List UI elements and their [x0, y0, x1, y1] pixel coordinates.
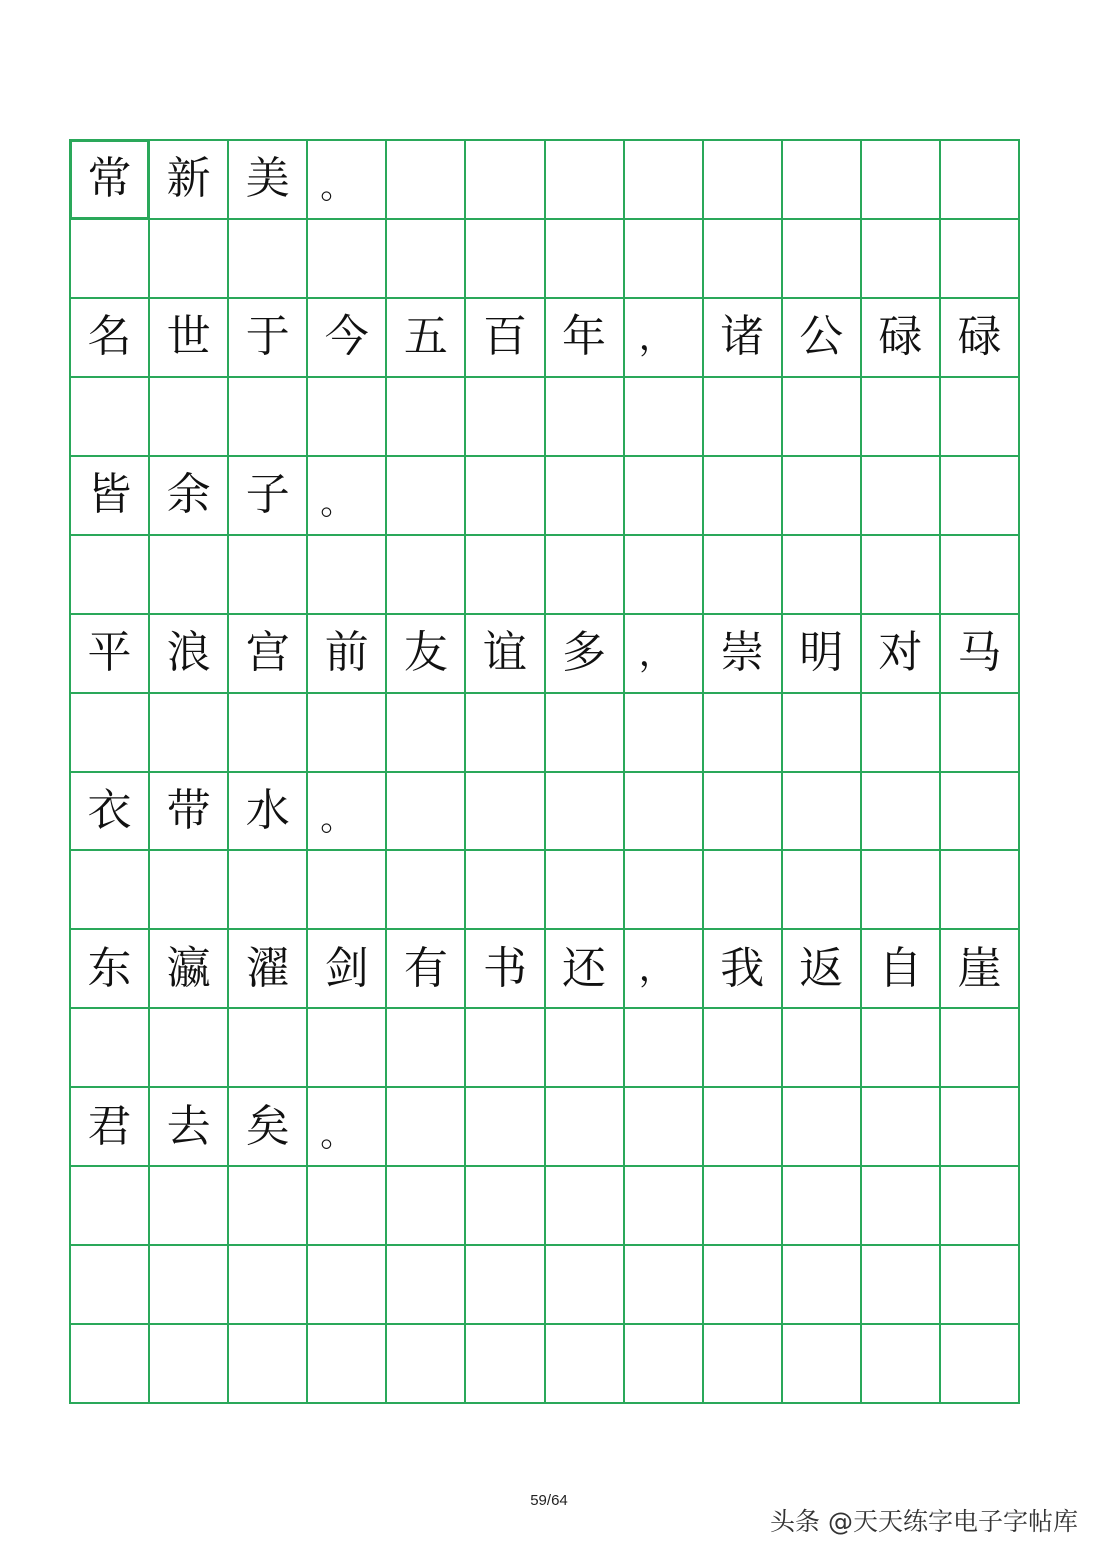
grid-cell-empty: [783, 694, 862, 773]
grid-cell-empty: [704, 1088, 783, 1167]
practice-grid: [69, 139, 1020, 1404]
grid-cell-empty: [941, 220, 1020, 299]
grid-cell-character: 美: [229, 141, 308, 220]
grid-cell-character: 濯: [229, 930, 308, 1009]
grid-cell-empty: [466, 1009, 545, 1088]
grid-cell-empty: [783, 1009, 862, 1088]
grid-cell-empty: [546, 851, 625, 930]
grid-cell-empty: [71, 851, 150, 930]
grid-cell-empty: [466, 851, 545, 930]
grid-cell-empty: [546, 220, 625, 299]
grid-cell-empty: [387, 457, 466, 536]
grid-cell-empty: [150, 1167, 229, 1246]
grid-cell-empty: [546, 1167, 625, 1246]
grid-cell-empty: [387, 378, 466, 457]
grid-cell-empty: [387, 1009, 466, 1088]
grid-cell-empty: [546, 536, 625, 615]
grid-cell-empty: [71, 378, 150, 457]
grid-cell-empty: [941, 1246, 1020, 1325]
grid-cell-empty: [308, 536, 387, 615]
grid-cell-empty: [308, 1246, 387, 1325]
grid-cell-empty: [387, 141, 466, 220]
grid-cell-character: 。: [308, 457, 387, 536]
grid-cell-empty: [941, 1325, 1020, 1404]
grid-cell-empty: [941, 141, 1020, 220]
grid-cell-empty: [387, 773, 466, 852]
grid-cell-empty: [71, 220, 150, 299]
grid-cell-empty: [783, 851, 862, 930]
grid-cell-empty: [941, 536, 1020, 615]
grid-cell-empty: [466, 694, 545, 773]
grid-cell-empty: [862, 141, 941, 220]
grid-cell-empty: [862, 851, 941, 930]
grid-cell-empty: [625, 773, 704, 852]
grid-cell-character: 剑: [308, 930, 387, 1009]
grid-cell-character: 矣: [229, 1088, 308, 1167]
grid-cell-empty: [625, 220, 704, 299]
grid-cell-empty: [150, 694, 229, 773]
grid-cell-empty: [466, 141, 545, 220]
grid-cell-character: 马: [941, 615, 1020, 694]
grid-cell-character: 崖: [941, 930, 1020, 1009]
grid-cell-empty: [783, 220, 862, 299]
grid-cell-character: 前: [308, 615, 387, 694]
grid-cell-character: 自: [862, 930, 941, 1009]
grid-cell-character: 。: [308, 1088, 387, 1167]
grid-cell-empty: [862, 694, 941, 773]
grid-cell-character: 还: [546, 930, 625, 1009]
grid-cell-empty: [387, 1167, 466, 1246]
grid-cell-empty: [466, 536, 545, 615]
grid-cell-empty: [783, 773, 862, 852]
grid-cell-empty: [546, 1009, 625, 1088]
grid-cell-empty: [546, 1246, 625, 1325]
grid-cell-empty: [783, 1167, 862, 1246]
grid-cell-empty: [229, 1167, 308, 1246]
grid-cell-empty: [229, 378, 308, 457]
grid-cell-character: 对: [862, 615, 941, 694]
grid-cell-character: 东: [71, 930, 150, 1009]
grid-cell-empty: [229, 220, 308, 299]
grid-cell-empty: [783, 378, 862, 457]
grid-cell-character: 。: [308, 773, 387, 852]
grid-cell-character: 书: [466, 930, 545, 1009]
grid-cell-empty: [704, 1009, 783, 1088]
grid-cell-empty: [308, 220, 387, 299]
grid-cell-empty: [387, 1088, 466, 1167]
grid-cell-character: 公: [783, 299, 862, 378]
grid-cell-character: 诸: [704, 299, 783, 378]
grid-cell-character: 君: [71, 1088, 150, 1167]
grid-cell-empty: [466, 1167, 545, 1246]
grid-cell-character: 年: [546, 299, 625, 378]
grid-cell-empty: [941, 1167, 1020, 1246]
grid-cell-empty: [704, 1167, 783, 1246]
grid-cell-empty: [941, 378, 1020, 457]
grid-cell-empty: [862, 1167, 941, 1246]
grid-cell-empty: [150, 1246, 229, 1325]
grid-cell-empty: [546, 1088, 625, 1167]
grid-cell-empty: [387, 1246, 466, 1325]
grid-cell-empty: [862, 378, 941, 457]
grid-cell-character: ，: [625, 299, 704, 378]
grid-cell-empty: [71, 1167, 150, 1246]
grid-cell-empty: [862, 457, 941, 536]
grid-cell-character: 名: [71, 299, 150, 378]
grid-cell-empty: [625, 1325, 704, 1404]
grid-cell-character: 崇: [704, 615, 783, 694]
grid-cell-character: 宫: [229, 615, 308, 694]
grid-cell-empty: [862, 1009, 941, 1088]
grid-cell-empty: [704, 694, 783, 773]
grid-cell-empty: [150, 851, 229, 930]
grid-cell-empty: [783, 1246, 862, 1325]
grid-cell-empty: [941, 1009, 1020, 1088]
grid-cell-empty: [229, 536, 308, 615]
grid-cell-empty: [71, 694, 150, 773]
grid-cell-empty: [704, 378, 783, 457]
grid-cell-empty: [546, 694, 625, 773]
grid-cell-empty: [150, 1325, 229, 1404]
grid-cell-character: ，: [625, 930, 704, 1009]
grid-cell-empty: [466, 1246, 545, 1325]
grid-cell-empty: [546, 1325, 625, 1404]
grid-cell-empty: [941, 773, 1020, 852]
grid-cell-empty: [308, 1325, 387, 1404]
grid-cell-empty: [625, 1009, 704, 1088]
grid-cell-character: 平: [71, 615, 150, 694]
grid-cell-empty: [862, 773, 941, 852]
grid-cell-empty: [625, 1088, 704, 1167]
grid-cell-character: 五: [387, 299, 466, 378]
grid-cell-empty: [308, 694, 387, 773]
grid-cell-empty: [71, 536, 150, 615]
grid-cell-empty: [862, 220, 941, 299]
grid-cell-empty: [150, 220, 229, 299]
grid-cell-empty: [941, 851, 1020, 930]
grid-cell-character: 今: [308, 299, 387, 378]
grid-cell-empty: [466, 1325, 545, 1404]
grid-cell-character: 百: [466, 299, 545, 378]
grid-cell-character: ，: [625, 615, 704, 694]
grid-cell-character: 返: [783, 930, 862, 1009]
grid-cell-character: 子: [229, 457, 308, 536]
grid-cell-empty: [150, 536, 229, 615]
grid-cell-character: 浪: [150, 615, 229, 694]
grid-cell-empty: [387, 851, 466, 930]
grid-cell-character: 带: [150, 773, 229, 852]
grid-cell-empty: [387, 536, 466, 615]
grid-cell-character: 明: [783, 615, 862, 694]
grid-cell-empty: [229, 1325, 308, 1404]
grid-cell-empty: [546, 141, 625, 220]
grid-cell-empty: [862, 1325, 941, 1404]
grid-cell-character: 水: [229, 773, 308, 852]
grid-cell-empty: [625, 536, 704, 615]
grid-cell-empty: [229, 851, 308, 930]
grid-cell-character: 去: [150, 1088, 229, 1167]
grid-cell-empty: [625, 694, 704, 773]
grid-cell-empty: [546, 457, 625, 536]
grid-cell-character: 有: [387, 930, 466, 1009]
grid-cell-empty: [625, 1246, 704, 1325]
grid-cell-character: 新: [150, 141, 229, 220]
page-number: 59/64: [530, 1492, 568, 1509]
grid-cell-character: 碌: [941, 299, 1020, 378]
grid-cell-character: 于: [229, 299, 308, 378]
grid-cell-empty: [704, 1246, 783, 1325]
grid-cell-character: 皆: [71, 457, 150, 536]
grid-cell-empty: [783, 457, 862, 536]
grid-cell-empty: [466, 1088, 545, 1167]
watermark: 头条 @天天练字电子字帖库: [770, 1507, 1078, 1536]
grid-cell-character: 瀛: [150, 930, 229, 1009]
grid-cell-empty: [387, 220, 466, 299]
grid-cell-empty: [229, 1009, 308, 1088]
grid-cell-empty: [625, 1167, 704, 1246]
grid-cell-empty: [625, 141, 704, 220]
grid-cell-empty: [71, 1009, 150, 1088]
grid-cell-character: 世: [150, 299, 229, 378]
grid-cell-empty: [704, 1325, 783, 1404]
grid-cell-empty: [783, 1325, 862, 1404]
grid-cell-character: 常: [71, 141, 150, 220]
grid-cell-empty: [704, 457, 783, 536]
grid-cell-character: 多: [546, 615, 625, 694]
grid-cell-character: 余: [150, 457, 229, 536]
grid-cell-empty: [704, 773, 783, 852]
grid-cell-empty: [941, 457, 1020, 536]
grid-cell-empty: [229, 694, 308, 773]
grid-cell-empty: [387, 694, 466, 773]
grid-cell-empty: [941, 694, 1020, 773]
grid-cell-character: 衣: [71, 773, 150, 852]
grid-cell-empty: [625, 457, 704, 536]
grid-cell-empty: [625, 851, 704, 930]
grid-cell-empty: [308, 1167, 387, 1246]
grid-cell-empty: [308, 1009, 387, 1088]
grid-cell-empty: [229, 1246, 308, 1325]
grid-cell-character: 友: [387, 615, 466, 694]
grid-cell-empty: [308, 378, 387, 457]
grid-cell-empty: [466, 773, 545, 852]
grid-cell-empty: [862, 1246, 941, 1325]
grid-cell-empty: [704, 536, 783, 615]
grid-cell-empty: [150, 378, 229, 457]
grid-cell-empty: [783, 1088, 862, 1167]
grid-cell-empty: [783, 536, 862, 615]
grid-cell-empty: [546, 773, 625, 852]
grid-cell-empty: [546, 378, 625, 457]
grid-cell-empty: [387, 1325, 466, 1404]
grid-cell-empty: [862, 1088, 941, 1167]
grid-cell-empty: [862, 536, 941, 615]
grid-cell-empty: [71, 1246, 150, 1325]
grid-cell-empty: [704, 851, 783, 930]
grid-cell-empty: [71, 1325, 150, 1404]
grid-cell-character: 我: [704, 930, 783, 1009]
grid-cell-character: 谊: [466, 615, 545, 694]
grid-cell-empty: [941, 1088, 1020, 1167]
grid-cell-empty: [466, 220, 545, 299]
grid-cell-empty: [704, 141, 783, 220]
grid-cell-character: 。: [308, 141, 387, 220]
grid-cell-character: 碌: [862, 299, 941, 378]
grid-cell-empty: [783, 141, 862, 220]
grid-cell-empty: [466, 457, 545, 536]
grid-cell-empty: [308, 851, 387, 930]
grid-cell-empty: [704, 220, 783, 299]
grid-cell-empty: [625, 378, 704, 457]
grid-cell-empty: [466, 378, 545, 457]
grid-cell-empty: [150, 1009, 229, 1088]
